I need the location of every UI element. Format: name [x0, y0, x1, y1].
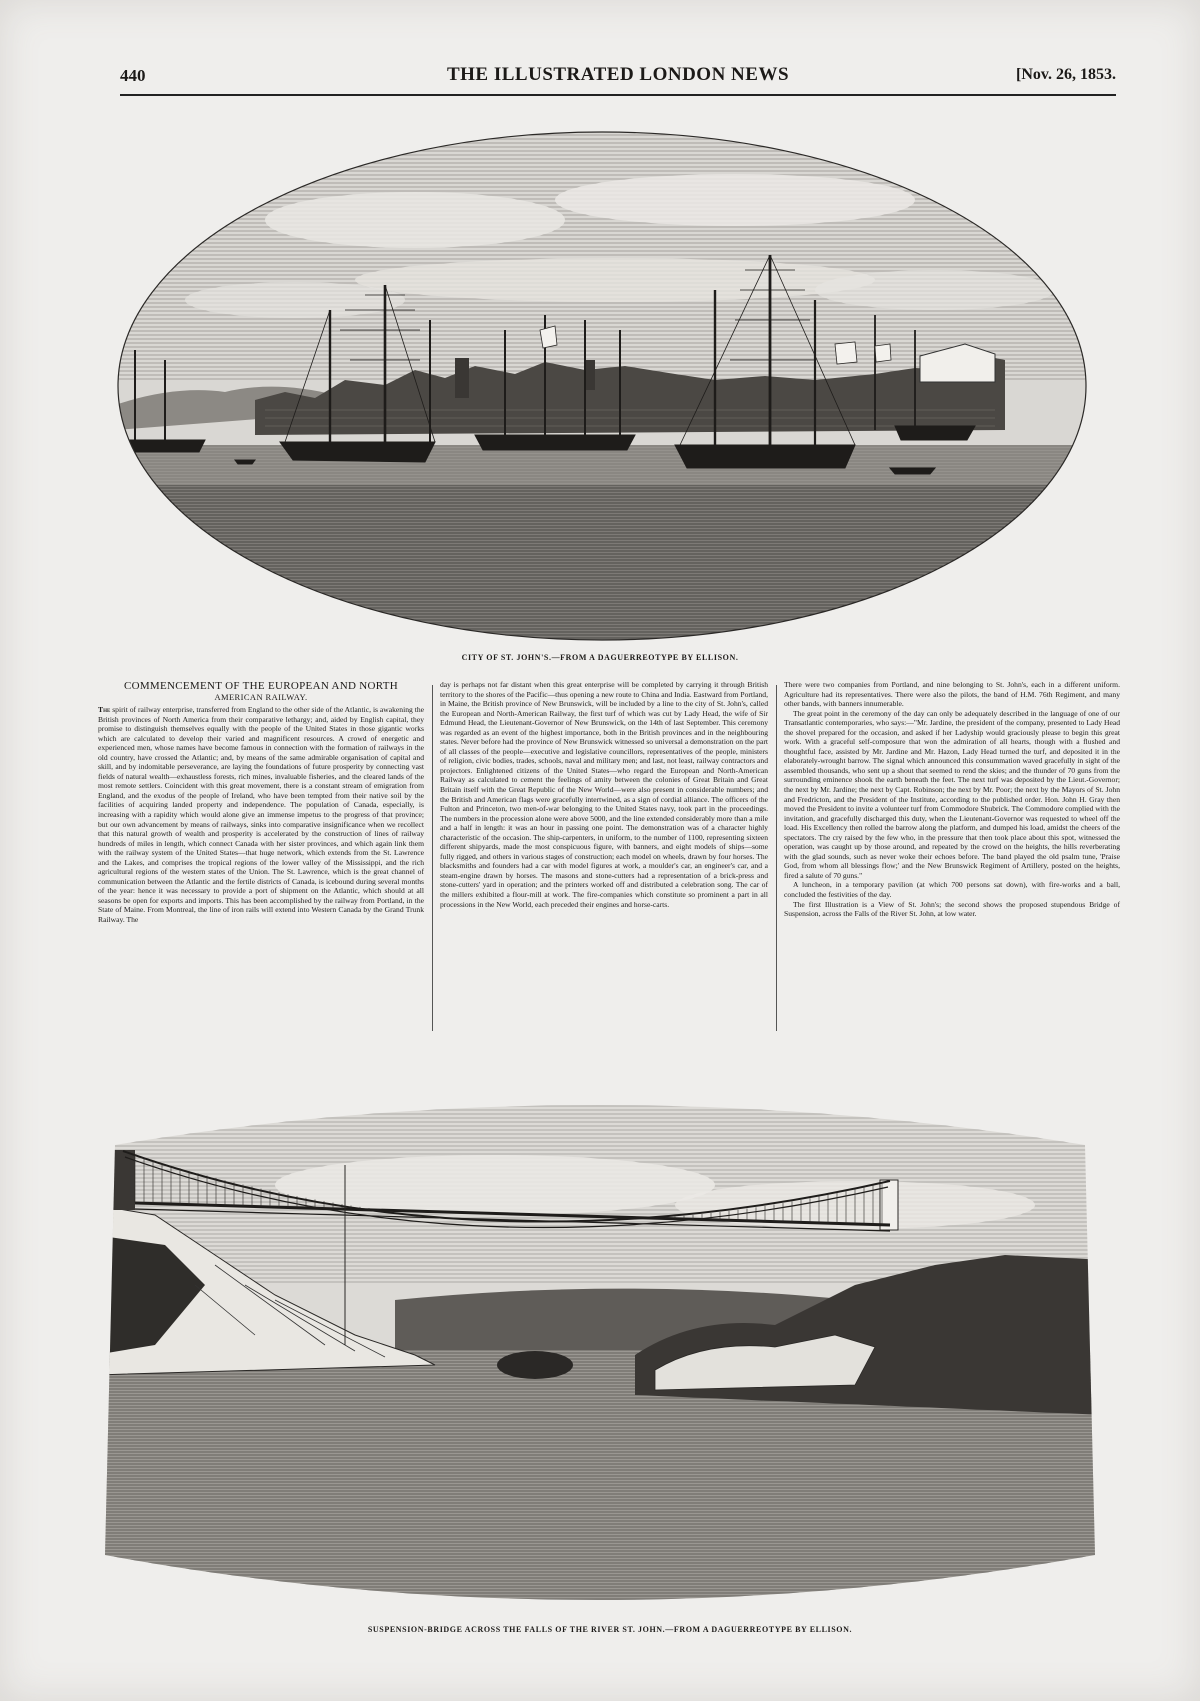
newspaper-title: THE ILLUSTRATED LONDON NEWS	[446, 64, 790, 85]
article-paragraph: The great point in the ceremony of the day can only be adequately described in the language of one of our Transatlantic contemporaries, who says:—"Mr. Jardine, the president of the company, presented to Lady Head the shovel prepared for the occasion, and asked if her Ladyship would graciously please to begin this great work. With a graceful self-composure that won the admiration of all hearts, though with a flushed and thoughtful face, assisted by Mr. Jardine and Mr. Hazon, Lady Head turned the turf, and deposited it in the elaborately-wrought barrow. The signal which announced this consummation waved gracefully in sight of the assembled thousands, who sent up a shout that seemed to rend the skies; and the thunder of 70 guns from the surrounding eminence shook the earth beneath the feet. The next turf was deposited by the Lieut.-Governor; the next by Mr. Jardine; the next by Capt. Robinson; the next by Mr. Poor; the next by the Mayors of St. John and Fredricton, and the President of the Institute, according to the published order. Hon. John H. Gray then moved the President to invite a volunteer turf from Commodore Shubrick. The Commodore complied with the invitation, and gracefully discharged this duty, when the Lieutenant-Governor was requested to wheel off the load. His Excellency then rolled the barrow along the platform, and dumped his load, amidst the cheers of the spectators. The cry raised by the few who, in the pressure that then took place about this spot, witnessed the operation, was caught up by those around, and repeated by the crowd on the heights, the hills reverberating with the glad sounds, such as never woke their echoes before. The band played the old psalm tune, 'Praise God, from whom all blessings flow;' and the New Brunswick Regiment of Artillery, posted on the heights, fired a salute of 70 guns."	[784, 708, 1120, 880]
lead-word: The	[98, 705, 111, 714]
article-subheadline: AMERICAN RAILWAY.	[214, 692, 308, 702]
article-paragraph: The spirit of railway enterprise, transferred from England to the other side of the Atlantic, is awakening the British provinces of North America from their comparative lethargy; and, aided by English capital, they promise to distinguish themselves equally with the people of the United States in those gigantic works which are calculated to develop their varied and magnificent resources. A crowd of energetic and experienced men, whose names have become famous in connection with the formation of railways in the old country, have crossed the Atlantic; and, by means of the same admirable organisation of capital and skill, and by indomitable perseverance, are laying the foundations of future prosperity by connecting vast fields of natural wealth—exhaustless forests, rich mines, invaluable fisheries, and the cleared lands of the most remote settlers. Coincident with this great movement, there is a constant stream of emigration from England, and the exodus of the people of Ireland, who have been tempted from their native soil by the facilities of acquiring landed property and independence. The population of Canada, especially, is increasing with a rapidity which would alone give an immense impetus to the progress of that province; but our own advancement by means of railways, sinks into comparative insignificance when we recollect that this natural growth of wealth and prosperity is accelerated by the construction of lines of railway hundreds of miles in length, which connect Canada with her sister provinces, and which again link them with the railway system of the United States—that huge network, which extends from the St. Lawrence and the Lakes, and comprises the tropical regions of the lower valley of the Mississippi, and the rich agricultural regions of the western states of the Union. The St. Lawrence, which is the great channel of communication between the Atlantic and the fertile districts of Canada, is icebound during several months of the year: hence it was necessary to provide a port of shipment on the Atlantic, which should at all seasons be open for exports and imports. This has been accomplished by the railway from Portland, in the State of Maine. From Montreal, the line of iron rails will extend into Western Canada by the Grand Trunk Railway. The	[98, 705, 424, 925]
article-column-3	[784, 680, 1120, 919]
article-paragraph: A luncheon, in a temporary pavilion (at which 700 persons sat down), with fire-works and a ball, concluded the festivities of the day.	[784, 880, 1120, 900]
article-column-2	[440, 680, 768, 909]
column-rule	[776, 685, 777, 1031]
article-paragraph: The first Illustration is a View of St. John's; the second shows the proposed stupendous Bridge of Suspension, across the Falls of the River St. John, at low water.	[784, 899, 1120, 919]
bottom-illustration-caption: SUSPENSION-BRIDGE ACROSS THE FALLS OF THE RIVER ST. JOHN.—FROM A DAGUERREOTYPE BY ELLISON.	[367, 1625, 853, 1634]
suspension-bridge-engraving	[95, 1085, 1105, 1617]
article-column-1	[98, 680, 424, 925]
article-headline: COMMENCEMENT OF THE EUROPEAN AND NORTH	[123, 680, 399, 692]
article-paragraph: day is perhaps not far distant when this great enterprise will be completed by carrying it through British territory to the shores of the Pacific—thus opening a new route to China and India. Eastward from Portland, in Maine, the British province of New Brunswick, will be included by a line to the city of St. John's, called the European and North-American Railway, the first turf of which was cut by Lady Head, the wife of Sir Edmund Head, the Lieutenant-Governor of New Brunswick, on the 14th of last September. This ceremony was regarded as an event of the highest importance, both in the British provinces and in the neighbouring states. Never before had the province of New Brunswick witnessed so universal a demonstration on the part of all classes of the people—executive and legislative councillors, representatives of the people, ministers of religion, civic bodies, trades, schools, naval and military men; and last, not least, railway contractors and projectors. Enlightened citizens of the United States—who regard the European and North-American Railway as calculated to cement the feelings of amity between the colonies of Great Britain and Great Britain itself with the Great Republic of the New World—were also present in considerable numbers; and the British and American flags were gracefully intertwined, as a sign of cordial alliance. The officers of the Fulton and Princeton, two men-of-war belonging to the United States navy, took part in the proceedings. The numbers in the procession alone were above 5000, and the line extended considerably more than a mile and a half in length: it was an hour in passing one point. The demonstration was of a character highly characteristic of the occasion. The ship-carpenters, in uniform, to the number of 1100, representing sixteen different shipyards, made the most conspicuous figure, with banners, and eight models of ships—some fully rigged, and others in various stages of construction; each model on wheels, drawn by four horses. The blacksmiths and founders had a car with model figures at work, a moulder's car, an engineer's car, and a steam-engine drawn by horses. The masons and stone-cutters had a representation of a brick-press and stone-cutters' yard in operation; and the printers worked off and distributed a celebration song. The car of the millers exhibited a flour-mill at work. The fire-companies which constitute so prominent a part in all processions in the New World, each preceded their engines and horse-carts.	[440, 680, 768, 909]
masthead-rule	[120, 94, 1116, 96]
masthead	[120, 66, 1116, 96]
top-illustration-caption: CITY OF ST. JOHN'S.—FROM A DAGUERREOTYPE BY ELLISON.	[461, 653, 739, 662]
article-paragraph: There were two companies from Portland, and nine belonging to St. John's, each in a different uniform. Agriculture had its representatives. There were also the pilots, the band of H.M. 76th Regiment, and many other bands, with banners innumerable.	[784, 680, 1120, 709]
column-rule	[432, 685, 433, 1031]
page-number: 440	[120, 66, 146, 85]
issue-date: [Nov. 26, 1853.	[1016, 66, 1116, 83]
harbour-engraving	[115, 130, 1090, 642]
